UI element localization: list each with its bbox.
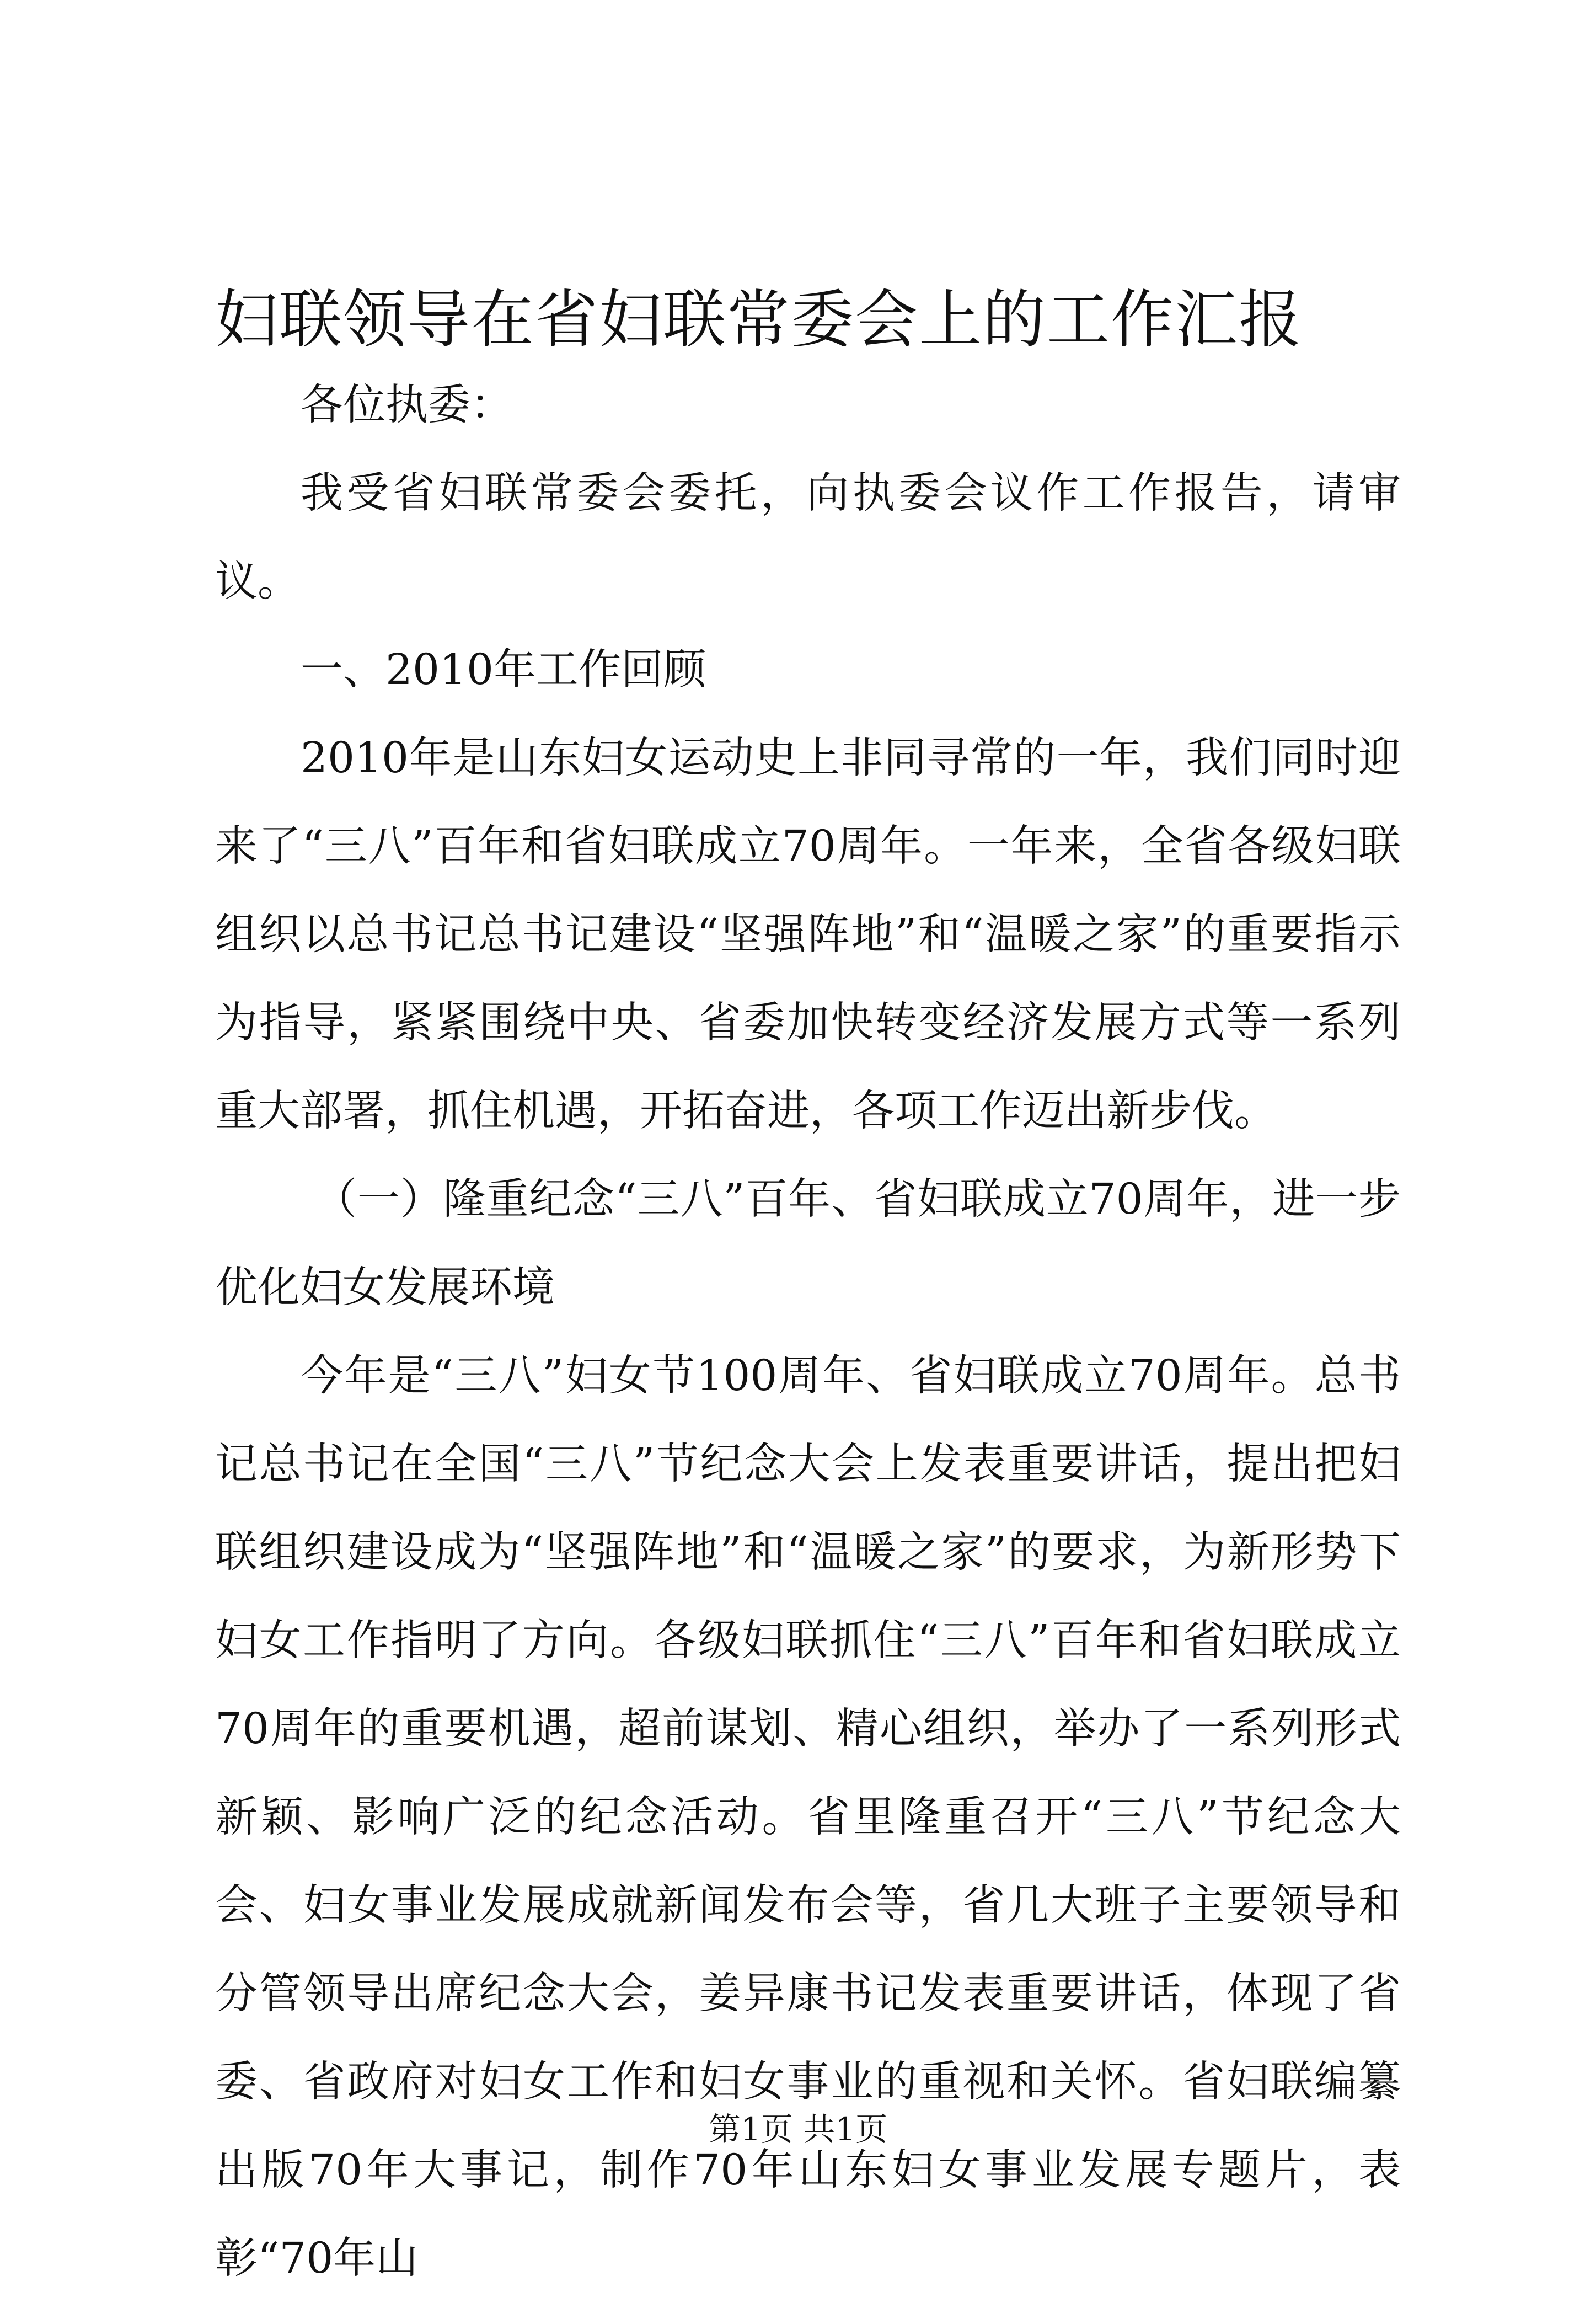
page-footer: 第1页 共1页: [708, 2110, 888, 2148]
body-paragraph: 今年是“三八”妇女节100周年、省妇联成立70周年。总书记总书记在全国“三八”节纪念大会上发表重要讲话，提出把妇联组织建设成为“坚强阵地”和“温暖之家”的要求，为新形势下妇女工作指明了方向。各级妇联抓住“三八”百年和省妇联成立70周年的重要机遇，超前谋划、精心组织，举办了一系列形式新颖、影响广泛的纪念活动。省里隆重召开“三八”节纪念大会、妇女事业发展成就新闻发布会等，省几大班子主要领导和分管领导出席纪念大会，姜异康书记发表重要讲话，体现了省委、省政府对妇女工作和妇女事业的重视和关怀。省妇联编纂出版70年大事记，制作70年山东妇女事业发展专题片，表彰“70年山: [215, 1351, 1401, 2283]
document-body: [215, 361, 1401, 2303]
salutation: 各位执委：: [301, 381, 513, 430]
intro-paragraph: 我受省妇联常委会委托，向执委会议作工作报告，请审议。: [215, 469, 1401, 606]
section-heading: 一、2010年工作回顾: [301, 645, 706, 694]
document-title: 妇联领导在省妇联常委会上的工作汇报: [215, 283, 1303, 356]
subsection-heading: （一）隆重纪念“三八”百年、省妇联成立70周年，进一步优化妇女发展环境: [215, 1175, 1401, 1312]
body-paragraph: 2010年是山东妇女运动史上非同寻常的一年，我们同时迎来了“三八”百年和省妇联成立70周年。一年来，全省各级妇联组织以总书记总书记建设“坚强阵地”和“温暖之家”的重要指示为指导，紧紧围绕中央、省委加快转变经济发展方式等一系列重大部署，抓住机遇，开拓奋进，各项工作迈出新步伐。: [215, 734, 1401, 1136]
